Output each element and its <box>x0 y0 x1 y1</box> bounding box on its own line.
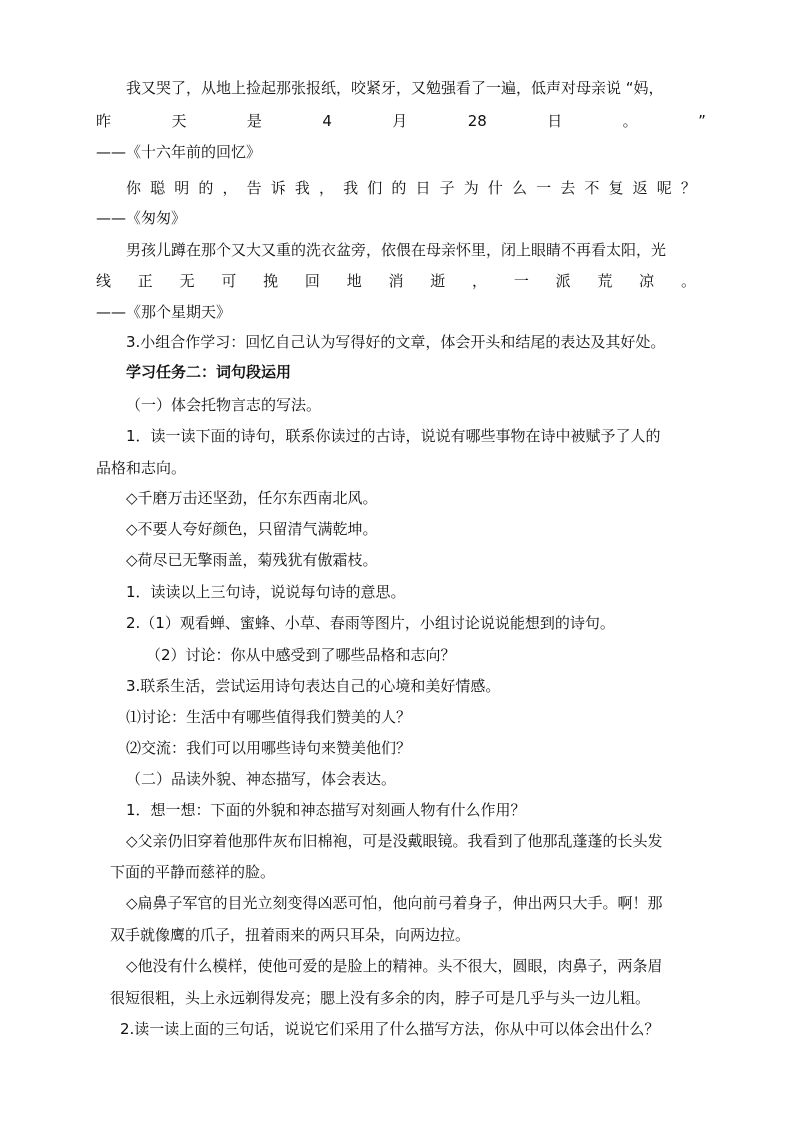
section-1-step-1: 1．读读以上三句诗，说说每句诗的意思。 <box>126 583 406 601</box>
text-token: 明 <box>174 179 190 197</box>
section-2-question-1: 1．想一想：下面的外貌和神态描写对刻画人物有什么作用？ <box>126 801 526 819</box>
text-token: 是 <box>246 112 262 130</box>
text-token: ” <box>698 112 706 130</box>
text-token: 无 <box>179 272 195 290</box>
section-1-step-3-sub-2: ⑵交流：我们可以用哪些诗句来赞美他们？ <box>126 739 412 757</box>
text-token: 告 <box>246 179 262 197</box>
text-token: 日 <box>415 179 431 197</box>
text-token: 的 <box>391 179 407 197</box>
text-token: 挽 <box>263 272 279 290</box>
source-citation-3: ——《那个星期天》 <box>96 303 232 321</box>
paragraph-1-line-1: 我又哭了，从地上捡起那张报纸，咬紧牙，又勉强看了一遍，低声对母亲说 “妈， <box>126 79 664 97</box>
text-token: 派 <box>555 272 571 290</box>
description-3-line-1: ◇他没有什么模样，使他可爱的是脸上的精神。头不很大，圆眼，肉鼻子，两条眉 <box>126 957 663 975</box>
text-token: 天 <box>171 112 187 130</box>
text-token: 返 <box>632 179 648 197</box>
text-token: 地 <box>346 272 362 290</box>
text-token: 么 <box>512 179 528 197</box>
section-1-step-2-part-1: 2.（1）观看蝉、蜜蜂、小草、春雨等图片，小组讨论说说能想到的诗句。 <box>126 614 615 632</box>
description-1-line-1: ◇父亲仍旧穿着他那件灰布旧棉袍，可是没戴眼镜。我看到了他那乱蓬蓬的长头发 <box>126 832 663 850</box>
poem-line-3: ◇荷尽已无擎雨盖，菊残犹有傲霜枝。 <box>126 551 378 569</box>
text-token: 日 <box>547 112 563 130</box>
text-token: 呢 <box>656 179 672 197</box>
text-token: 4 <box>322 112 332 130</box>
paragraph-2-line-1 <box>126 178 696 198</box>
description-2-line-2: 双手就像鹰的爪子，扭着雨来的两只耳朵，向两边拉。 <box>110 926 471 944</box>
source-citation-1: ——《十六年前的回忆》 <box>96 143 262 161</box>
text-token: 不 <box>584 179 600 197</box>
text-token: 回 <box>304 272 320 290</box>
text-token: 的 <box>198 179 214 197</box>
text-token: 子 <box>439 179 455 197</box>
text-token: 。 <box>622 112 638 130</box>
text-token: 昨 <box>96 112 112 130</box>
text-token: ， <box>319 179 335 197</box>
text-token: 荒 <box>597 272 613 290</box>
section-2-question-2: 2.读一读上面的三句话，说说它们采用了什么描写方法，你从中可以体会出什么？ <box>120 1020 660 1038</box>
text-token: 。 <box>680 272 696 290</box>
paragraph-3-line-2 <box>96 271 696 291</box>
section-1-step-2-part-2: （2）讨论：你从中感受到了哪些品格和志向？ <box>146 646 456 664</box>
poem-line-1: ◇千磨万击还坚劲，任尔东西南北风。 <box>126 489 378 507</box>
text-token: 凉 <box>639 272 655 290</box>
text-token: ？ <box>680 179 696 197</box>
paragraph-3-line-1: 男孩儿蹲在那个又大又重的洗衣盆旁，依偎在母亲怀里，闭上眼睛不再看太阳，光 <box>126 241 667 259</box>
text-token: ， <box>472 272 488 290</box>
description-2-line-1: ◇扁鼻子军官的目光立刻变得凶恶可怕，他向前弓着身子，伸出两只大手。啊！那 <box>126 894 663 912</box>
section-1-question-1-line-2: 品格和志向。 <box>96 459 187 477</box>
text-token: 们 <box>367 179 383 197</box>
text-token: 月 <box>392 112 408 130</box>
section-1-heading: （一）体会托物言志的写法。 <box>126 396 322 414</box>
text-token: 我 <box>343 179 359 197</box>
text-token: 我 <box>294 179 310 197</box>
text-token: 诉 <box>270 179 286 197</box>
text-token: 线 <box>96 272 112 290</box>
text-token: 可 <box>221 272 237 290</box>
text-token: 聪 <box>150 179 166 197</box>
text-token: 28 <box>467 112 487 130</box>
source-citation-2: ——《匆匆》 <box>96 209 187 227</box>
task-2-heading: 学习任务二：词句段运用 <box>126 363 292 381</box>
text-token: 去 <box>560 179 576 197</box>
text-token: 一 <box>513 272 529 290</box>
item-3-group-study: 3.小组合作学习：回忆自己认为写得好的文章，体会开头和结尾的表达及其好处。 <box>126 333 666 351</box>
text-token: 复 <box>608 179 624 197</box>
text-token: 正 <box>137 272 153 290</box>
section-1-step-3-sub-1: ⑴讨论：生活中有哪些值得我们赞美的人？ <box>126 708 412 726</box>
description-3-line-2: 很短很粗，头上永远剃得发亮；腮上没有多余的肉，脖子可是几乎与头一边儿粗。 <box>110 989 651 1007</box>
poem-line-2: ◇不要人夸好颜色，只留清气满乾坤。 <box>126 520 378 538</box>
description-1-line-2: 下面的平静而慈祥的脸。 <box>110 863 276 881</box>
text-token: 消 <box>388 272 404 290</box>
text-token: 你 <box>126 179 142 197</box>
section-2-heading: （二）品读外貌、神态描写，体会表达。 <box>126 770 397 788</box>
text-token: 为 <box>463 179 479 197</box>
paragraph-1-line-2 <box>96 111 706 131</box>
text-token: 逝 <box>430 272 446 290</box>
section-1-question-1-line-1: 1．读一读下面的诗句，联系你读过的古诗，说说有哪些事物在诗中被赋予了人的 <box>126 427 661 445</box>
text-token: ， <box>222 179 238 197</box>
text-token: 什 <box>487 179 503 197</box>
text-token: 一 <box>536 179 552 197</box>
section-1-step-3: 3.联系生活，尝试运用诗句表达自己的心境和美好情感。 <box>126 677 501 695</box>
